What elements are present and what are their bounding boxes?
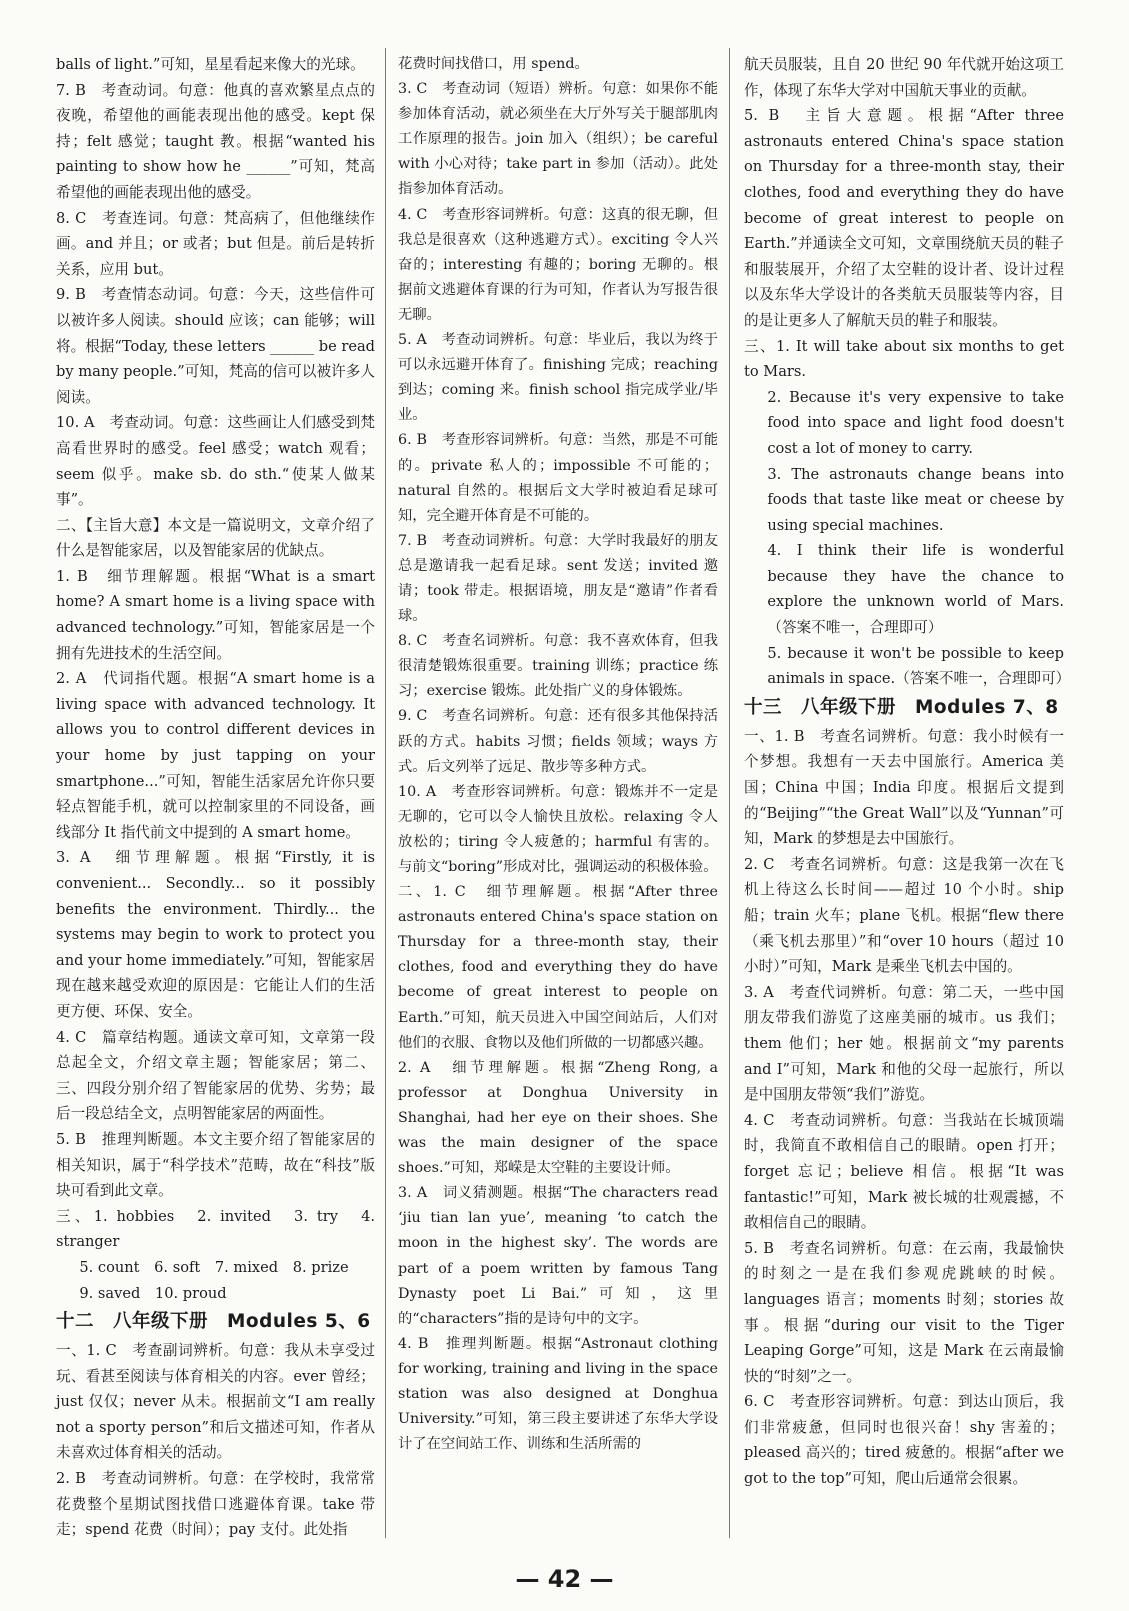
answer-line: 花费时间找借口，用 spend。 <box>398 56 589 72</box>
answer-item: 7. B 考查动词辨析。句意：大学时我最好的朋友总是邀请我一起看足球。sent 发送；invited 邀请；took 带走。根据语境，朋友是“邀请”作者看球。 <box>398 532 718 625</box>
word-answers: 三、1. hobbies 2. invited 3. try 4. stranger <box>56 1207 375 1251</box>
answer-item: 2. A 细节理解题。根据“Zheng Rong, a professor at Donghua University in Shanghai, had her eye on their shoes. She was the main designer of the space shoes.”可知，郑嵘是太空鞋的主要设计师。 <box>398 1059 718 1177</box>
answer-item: 1. B 细节理解题。根据“What is a smart home? A smart home is a living space with advanced technology.”可知，智能家居是一个拥有先进技术的生活空间。 <box>56 567 375 662</box>
answer-item: 3. A 考查代词辨析。句意：第二天，一些中国朋友带我们游览了这座美丽的城市。us 我们；them 他们；her 她。根据前文“my parents and I”可知，Mark 和他的父母一起旅行，所以是中国朋友带领“我们”游览。 <box>744 983 1064 1104</box>
answer-item: 4. C 考查形容词辨析。句意：这真的很无聊，但我总是很喜欢（这种逃避方式）。exciting 令人兴奋的；interesting 有趣的；boring 无聊的。根据前文逃避体育课的行为可知，作者认为写报告很无聊。 <box>398 206 718 323</box>
answer-line: balls of light.”可知，星星看起来像大的光球。 <box>56 56 365 73</box>
answer-item: 5. B 考查名词辨析。句意：在云南，我最愉快的时刻之一是在我们参观虎跳峡的时候。languages 语言；moments 时刻；stories 故事。根据“during our visit to the Tiger Leaping Gorge”可知，这是 Mark 在云南最愉快的“时刻”之一。 <box>744 1239 1064 1385</box>
answer-item: 5. A 考查动词辨析。句意：毕业后，我以为终于可以永远避开体育了。finishing 完成；reaching 到达；coming 来。finish school 指完成学业/毕业。 <box>398 332 718 424</box>
sentence-answer: 4. I think their life is wonderful because they have the chance to explore the unknown world of Mars.（答案不唯一，合理即可） <box>767 542 1064 637</box>
answer-item: 2. B 考查动词辨析。句意：在学校时，我常常花费整个星期试图找借口逃避体育课。take 带走；spend 花费（时间）；pay 支付。此处指 <box>56 1470 375 1539</box>
answer-item: 8. C 考查名词辨析。句意：我不喜欢体育，但我很清楚锻炼很重要。training 训练；practice 练习；exercise 锻炼。此处指广义的身体锻炼。 <box>398 633 718 700</box>
sentence-answer: 5. because it won't be possible to keep animals in space.（答案不唯一，合理即可） <box>767 644 1071 688</box>
column-divider <box>729 48 730 1538</box>
answer-column-right <box>744 52 1071 1492</box>
sentence-answer: 3. The astronauts change beans into foods that taste like meat or cheese by using special machines. <box>767 465 1064 534</box>
answer-item: 7. B 考查动词。句意：他真的喜欢繁星点点的夜晚，希望他的画能表现出他的感受。kept 保持；felt 感觉；taught 教。根据“wanted his painting to show how he ______”可知，梵高希望他的画能表现出他的感受。 <box>56 81 375 201</box>
answer-item: 3. A 细节理解题。根据“Firstly, it is convenient... Secondly... so it possibly benefits the environment. Thirdly... the systems may begin to work to protect you and your home immediately.”可知，智能家居现在越来越受欢迎的原因是：它能让人们的生活更方便、环保、安全。 <box>56 849 375 1020</box>
answer-line: 航天员服装，且自 20 世纪 90 年代就开始这项工作，体现了东华大学对中国航天事业的贡献。 <box>744 56 1064 99</box>
answer-item: 2. A 代词指代题。根据“A smart home is a living space with advanced technology. It allows you to control different devices in your home by just tapping on your smartphone...”可知，智能生活家居允许你只要轻点智能手机，就可以控制家里的不同设备，画线部分 It 指代前文中提到的 A smart home。 <box>56 670 375 841</box>
summary-paragraph: 二、【主旨大意】本文是一篇说明文，文章介绍了什么是智能家居，以及智能家居的优缺点。 <box>56 516 375 560</box>
answer-item: 8. C 考查连词。句意：梵高病了，但他继续作画。and 并且；or 或者；but 但是。前后是转折关系，应用 but。 <box>56 209 375 278</box>
answer-item: 5. B 推理判断题。本文主要介绍了智能家居的相关知识，属于“科学技术”范畴，故在“科技”版块可看到此文章。 <box>56 1130 375 1200</box>
answer-item: 9. B 考查情态动词。句意：今天，这些信件可以被许多人阅读。should 应该；can 能够；will 将。根据“Today, these letters ______ be read by many people.”可知，梵高的信可以被许多人阅读。 <box>56 286 375 406</box>
answer-item: 一、1. B 考查名词辨析。句意：我小时候有一个梦想。我想有一天去中国旅行。America 美国；China 中国；India 印度。根据后文提到的“Beijing”“the Great Wall”以及“Yunnan”可知，Mark 的梦想是去中国旅行。 <box>744 727 1064 848</box>
section-heading: 十二 八年级下册 Modules 5、6 <box>56 1311 371 1333</box>
column-divider <box>385 48 386 1538</box>
answer-item: 4. B 推理判断题。根据“Astronaut clothing for working, training and living in the space station was also designed at Donghua University.”可知，第三段主要讲述了东华大学设计了在空间站工作、训练和生活所需的 <box>398 1335 718 1453</box>
answer-column-middle <box>398 52 718 1457</box>
answer-item: 10. A 考查动词。句意：这些画让人们感受到梵高看世界时的感受。feel 感受；watch 观看；seem 似乎。make sb. do sth.“使某人做某事”。 <box>56 414 375 509</box>
word-answers: 9. saved 10. proud <box>79 1284 227 1302</box>
answer-item: 二、1. C 细节理解题。根据“After three astronauts entered China's space station on Thursday for a three-month stay, their clothes, food and everything they do have become of great interest to people on Earth.”可知，航天员进入中国空间站后，人们对他们的衣服、食物以及他们所做的一切都感兴趣。 <box>398 884 718 1051</box>
answer-item: 3. A 词义猜测题。根据“The characters read ‘jiu tian lan yue’, meaning ‘to catch the moon in the highest sky’. The words are part of a poem written by famous Tang Dynasty poet Li Bai.”可知，这里的“characters”指的是诗句中的文字。 <box>398 1185 718 1327</box>
sentence-answer: 2. Because it's very expensive to take food into space and light food doesn't cost a lot of money to carry. <box>767 388 1064 457</box>
section-heading: 十三 八年级下册 Modules 7、8 <box>744 696 1059 718</box>
page-number: — 42 — <box>515 1565 614 1593</box>
answer-item: 3. C 考查动词（短语）辨析。句意：如果你不能参加体育活动，就必须坐在大厅外写关于腿部肌肉工作原理的报告。join 加入（组织）；be careful with 小心对待；take part in 参加（活动）。此处指参加体育活动。 <box>398 81 718 198</box>
answer-item: 2. C 考查名词辨析。句意：这是我第一次在飞机上待这么长时间——超过 10 个小时。ship 船；train 火车；plane 飞机。根据“flew there（乘飞机去那里）”和“over 10 hours（超过 10 小时）”可知，Mark 是乘坐飞机去中国的。 <box>744 855 1064 976</box>
sentence-answer: 三、1. It will take about six months to get to Mars. <box>744 337 1064 381</box>
answer-item: 10. A 考查形容词辨析。句意：锻炼并不一定是无聊的，它可以令人愉快且放松。relaxing 令人放松的；tiring 令人疲惫的；harmful 有害的。与前文“boring”形成对比，强调运动的积极体验。 <box>398 783 718 875</box>
answer-item: 4. C 篇章结构题。通读文章可知，文章第一段总起全文，介绍文章主题；智能家居；第二、三、四段分别介绍了智能家居的优势、劣势；最后一段总结全文，点明智能家居的两面性。 <box>56 1028 375 1123</box>
answer-item: 一、1. C 考查副词辨析。句意：我从未享受过玩、看甚至阅读与体育相关的内容。ever 曾经；just 仅仅；never 从未。根据前文“I am really not a sporty person”和后文描述可知，作者从未喜欢过体育相关的活动。 <box>56 1342 375 1462</box>
answer-item: 5. B 主旨大意题。根据“After three astronauts entered China's space station on Thursday for a three-month stay, their clothes, food and everything they do have become of great interest to people on Earth.”并通读全文可知，文章围绕航天员的鞋子和服装展开，介绍了太空鞋的设计者、设计过程以及东华大学设计的各类航天员服装等内容，目的是让更多人了解航天员的鞋子和服装。 <box>744 107 1064 329</box>
answer-item: 6. C 考查形容词辨析。句意：到达山顶后，我们非常疲惫，但同时也很兴奋！shy 害羞的；pleased 高兴的；tired 疲惫的。根据“after we got to the top”可知，爬山后通常会很累。 <box>744 1393 1064 1488</box>
answer-column-left <box>56 52 375 1543</box>
answer-item: 4. C 考查动词辨析。句意：当我站在长城顶端时，我简直不敢相信自己的眼睛。open 打开；forget 忘记；believe 相信。根据“It was fantastic!”可知，Mark 被长城的壮观震撼，不敢相信自己的眼睛。 <box>744 1111 1064 1232</box>
answer-item: 6. B 考查形容词辨析。句意：当然，那是不可能的。private 私人的；impossible 不可能的；natural 自然的。根据后文大学时被迫看足球可知，完全避开体育是不可能的。 <box>398 432 718 524</box>
answer-item: 9. C 考查名词辨析。句意：还有很多其他保持活跃的方式。habits 习惯；fields 领域；ways 方式。后文列举了远足、散步等多种方式。 <box>398 708 718 775</box>
word-answers: 5. count 6. soft 7. mixed 8. prize <box>79 1258 349 1276</box>
